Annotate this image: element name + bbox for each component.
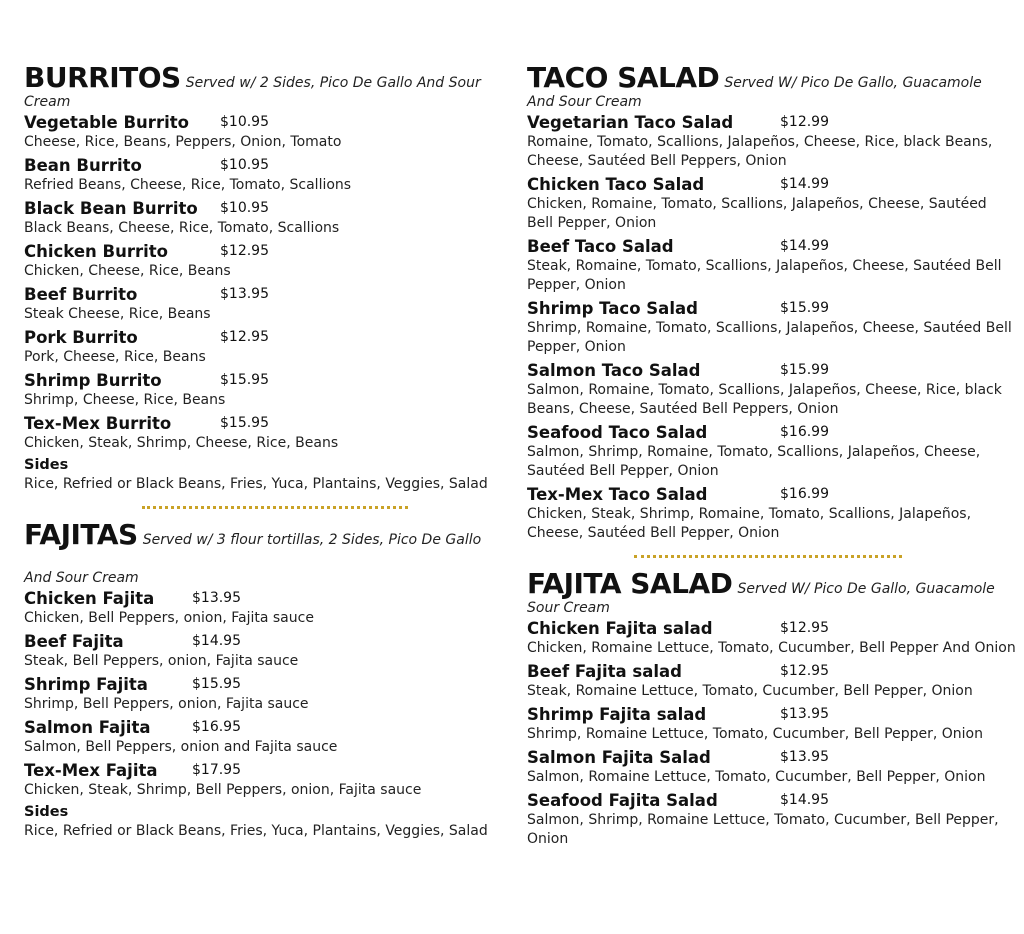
item-price: $16.99 — [780, 486, 829, 502]
section-note-continued: And Sour Cream — [527, 94, 642, 110]
item-price: $16.95 — [192, 719, 241, 735]
item-description: Shrimp, Romaine, Tomato, Scallions, Jalapeños, Cheese, Sautéed Bell Pepper, Onion — [527, 320, 1012, 355]
item-name: Chicken Fajita — [24, 589, 155, 608]
item-description: Chicken, Romaine, Tomato, Scallions, Jalapeños, Cheese, Sautéed Bell Pepper, Onion — [527, 196, 987, 231]
item-price: $12.95 — [780, 620, 829, 636]
item-name: Salmon Fajita — [24, 718, 151, 737]
item-name: Shrimp Fajita salad — [527, 705, 707, 724]
item-name: Seafood Fajita Salad — [527, 791, 718, 810]
item-description: Cheese, Rice, Beans, Peppers, Onion, Tomato — [24, 134, 342, 150]
menu-item-list — [527, 112, 1017, 543]
item-description: Shrimp, Bell Peppers, onion, Fajita sauce — [24, 696, 309, 712]
dotted-divider — [634, 555, 902, 558]
item-description: Chicken, Steak, Shrimp, Cheese, Rice, Beans — [24, 435, 339, 451]
item-description: Chicken, Steak, Shrimp, Romaine, Tomato, Scallions, Jalapeños, Cheese, Sautéed Bell Pepper, Onion — [527, 506, 972, 541]
item-name: Beef Fajita — [24, 632, 124, 651]
right-column — [527, 61, 1017, 849]
item-name: Chicken Fajita salad — [527, 619, 713, 638]
item-description: Steak, Bell Peppers, onion, Fajita sauce — [24, 653, 299, 669]
menu-item — [527, 112, 1017, 171]
menu-item — [24, 674, 494, 714]
menu-item — [527, 298, 1017, 357]
item-description: Shrimp, Romaine Lettuce, Tomato, Cucumber, Bell Pepper, Onion — [527, 726, 983, 742]
taco-salad-heading — [527, 61, 1017, 110]
menu-item-list — [24, 112, 494, 453]
item-price: $17.95 — [192, 762, 241, 778]
item-name: Chicken Burrito — [24, 242, 168, 261]
item-name: Chicken Taco Salad — [527, 175, 705, 194]
section-note: Served W/ Pico De Gallo, Guacamole — [737, 581, 995, 597]
section-note: Served w/ 3 flour tortillas, 2 Sides, Pico De Gallo — [142, 532, 482, 548]
item-name: Vegetarian Taco Salad — [527, 113, 734, 132]
item-description: Steak, Romaine Lettuce, Tomato, Cucumber, Bell Pepper, Onion — [527, 683, 973, 699]
dotted-divider — [142, 506, 408, 509]
menu-item — [24, 717, 494, 757]
item-description: Salmon, Romaine, Tomato, Scallions, Jalapeños, Cheese, Rice, black Beans, Cheese, Sautéed Bell Peppers, Onion — [527, 382, 1002, 417]
fajitas-heading — [24, 518, 494, 586]
item-price: $13.95 — [220, 286, 269, 302]
item-name: Beef Taco Salad — [527, 237, 674, 256]
burritos-section — [24, 61, 494, 494]
menu-item — [527, 174, 1017, 233]
item-description: Refried Beans, Cheese, Rice, Tomato, Scallions — [24, 177, 352, 193]
item-description: Chicken, Cheese, Rice, Beans — [24, 263, 231, 279]
item-name: Salmon Taco Salad — [527, 361, 701, 380]
item-price: $15.95 — [220, 415, 269, 431]
menu-item — [24, 413, 494, 453]
item-price: $13.95 — [780, 706, 829, 722]
menu-item — [24, 588, 494, 628]
menu-item — [527, 422, 1017, 481]
item-price: $12.95 — [220, 329, 269, 345]
item-name: Beef Burrito — [24, 285, 138, 304]
item-price: $10.95 — [220, 157, 269, 173]
section-note-continued: Sour Cream — [527, 600, 610, 616]
section-note-continued: Cream — [24, 94, 71, 110]
item-description: Black Beans, Cheese, Rice, Tomato, Scallions — [24, 220, 340, 236]
item-price: $13.95 — [192, 590, 241, 606]
menu-item — [527, 661, 1017, 701]
menu-item — [24, 241, 494, 281]
section-note-continued: And Sour Cream — [24, 570, 139, 586]
item-name: Tex-Mex Taco Salad — [527, 485, 708, 504]
item-price: $10.95 — [220, 200, 269, 216]
burritos-heading — [24, 61, 494, 110]
item-price: $15.99 — [780, 300, 829, 316]
item-name: Seafood Taco Salad — [527, 423, 708, 442]
fajita-salad-section — [527, 567, 1017, 849]
fajita-salad-heading — [527, 567, 1017, 616]
item-price: $14.95 — [780, 792, 829, 808]
item-name: Tex-Mex Fajita — [24, 761, 158, 780]
item-name: Beef Fajita salad — [527, 662, 682, 681]
menu-item — [527, 360, 1017, 419]
section-title: FAJITA SALAD — [527, 567, 733, 600]
item-description: Steak, Romaine, Tomato, Scallions, Jalapeños, Cheese, Sautéed Bell Pepper, Onion — [527, 258, 1002, 293]
menu-item — [24, 370, 494, 410]
item-description: Salmon, Bell Peppers, onion and Fajita sauce — [24, 739, 338, 755]
item-name: Tex-Mex Burrito — [24, 414, 172, 433]
menu-item-list — [24, 588, 494, 800]
item-price: $12.99 — [780, 114, 829, 130]
item-name: Vegetable Burrito — [24, 113, 189, 132]
menu-item — [527, 704, 1017, 744]
item-price: $14.99 — [780, 176, 829, 192]
item-price: $14.99 — [780, 238, 829, 254]
sides-text: Rice, Refried or Black Beans, Fries, Yuca, Plantains, Veggies, Salad — [24, 476, 488, 492]
menu-item — [24, 327, 494, 367]
fajitas-section — [24, 518, 494, 841]
section-title: FAJITAS — [24, 518, 138, 551]
item-description: Steak Cheese, Rice, Beans — [24, 306, 211, 322]
menu-item — [24, 760, 494, 800]
item-description: Pork, Cheese, Rice, Beans — [24, 349, 206, 365]
menu-item — [527, 618, 1017, 658]
item-name: Salmon Fajita Salad — [527, 748, 711, 767]
item-name: Shrimp Taco Salad — [527, 299, 698, 318]
section-title: TACO SALAD — [527, 61, 720, 94]
item-name: Shrimp Burrito — [24, 371, 162, 390]
item-price: $12.95 — [780, 663, 829, 679]
item-price: $10.95 — [220, 114, 269, 130]
item-description: Salmon, Romaine Lettuce, Tomato, Cucumber, Bell Pepper, Onion — [527, 769, 986, 785]
item-description: Shrimp, Cheese, Rice, Beans — [24, 392, 226, 408]
item-price: $12.95 — [220, 243, 269, 259]
item-price: $15.99 — [780, 362, 829, 378]
taco-salad-section — [527, 61, 1017, 543]
menu-item — [24, 112, 494, 152]
item-price: $16.99 — [780, 424, 829, 440]
sides-label: Sides — [24, 457, 69, 473]
section-note: Served W/ Pico De Gallo, Guacamole — [724, 75, 982, 91]
left-column — [24, 61, 494, 841]
sides-text: Rice, Refried or Black Beans, Fries, Yuca, Plantains, Veggies, Salad — [24, 823, 488, 839]
item-name: Bean Burrito — [24, 156, 142, 175]
item-description: Romaine, Tomato, Scallions, Jalapeños, Cheese, Rice, black Beans, Cheese, Sautéed Bell Peppers, Onion — [527, 134, 993, 169]
item-name: Black Bean Burrito — [24, 199, 198, 218]
item-price: $13.95 — [780, 749, 829, 765]
item-price: $14.95 — [192, 633, 241, 649]
menu-item — [527, 236, 1017, 295]
item-price: $15.95 — [220, 372, 269, 388]
item-description: Salmon, Shrimp, Romaine Lettuce, Tomato, Cucumber, Bell Pepper, Onion — [527, 812, 999, 847]
item-name: Pork Burrito — [24, 328, 138, 347]
item-description: Chicken, Bell Peppers, onion, Fajita sauce — [24, 610, 314, 626]
menu-item — [24, 198, 494, 238]
menu-item — [24, 631, 494, 671]
menu-item — [24, 155, 494, 195]
menu-item — [527, 747, 1017, 787]
section-note: Served w/ 2 Sides, Pico De Gallo And Sour — [185, 75, 481, 91]
item-description: Salmon, Shrimp, Romaine, Tomato, Scallions, Jalapeños, Cheese, Sautéed Bell Pepper, Onion — [527, 444, 981, 479]
sides-label: Sides — [24, 804, 69, 820]
menu-item-list — [527, 618, 1017, 849]
item-description: Chicken, Steak, Shrimp, Bell Peppers, onion, Fajita sauce — [24, 782, 422, 798]
item-price: $15.95 — [192, 676, 241, 692]
item-description: Chicken, Romaine Lettuce, Tomato, Cucumber, Bell Pepper And Onion — [527, 640, 1016, 656]
section-title: BURRITOS — [24, 61, 181, 94]
item-name: Shrimp Fajita — [24, 675, 148, 694]
menu-item — [527, 484, 1017, 543]
menu-item — [527, 790, 1017, 849]
menu-item — [24, 284, 494, 324]
